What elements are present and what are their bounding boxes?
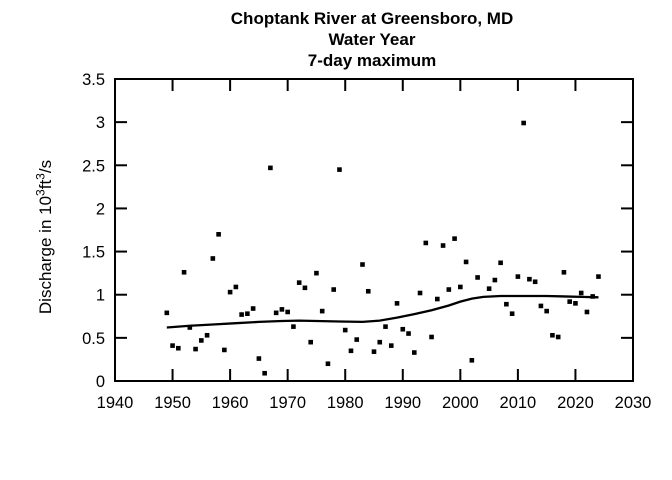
y-axis-label-mid: ft xyxy=(36,179,55,190)
data-point xyxy=(539,304,544,309)
y-tick-label: 2 xyxy=(95,200,105,219)
data-point xyxy=(562,270,567,275)
chart-title-line-2: Water Year xyxy=(328,30,416,49)
x-tick-label: 2020 xyxy=(557,394,594,412)
data-point xyxy=(257,356,262,361)
data-point xyxy=(222,348,227,353)
chart-title-line-3: 7-day maximum xyxy=(307,51,437,70)
data-point xyxy=(533,279,538,284)
data-point xyxy=(308,340,313,345)
y-tick-label: 0 xyxy=(95,373,105,391)
y-axis-label-suffix: /s xyxy=(36,159,55,174)
data-point xyxy=(527,277,532,282)
data-point xyxy=(320,309,325,314)
data-point xyxy=(326,361,331,366)
data-point xyxy=(274,311,279,316)
x-tick-label: 2030 xyxy=(614,394,652,412)
y-tick-label: 2.5 xyxy=(82,157,105,176)
trend-line xyxy=(167,296,599,327)
data-point xyxy=(493,278,498,283)
data-point xyxy=(487,286,492,291)
data-point xyxy=(510,311,515,316)
data-point xyxy=(395,301,400,306)
data-point xyxy=(418,291,423,296)
x-tick-label: 1980 xyxy=(326,394,364,412)
data-point xyxy=(303,286,308,291)
data-point xyxy=(297,280,302,285)
data-point xyxy=(429,335,434,340)
data-point xyxy=(596,274,601,279)
data-point xyxy=(314,271,319,276)
x-tick-label: 1990 xyxy=(384,394,422,412)
data-point xyxy=(372,349,377,354)
data-point xyxy=(239,312,244,317)
data-point xyxy=(337,167,342,172)
x-tick-label: 2000 xyxy=(441,394,479,412)
data-point xyxy=(165,311,170,316)
data-point xyxy=(245,311,250,316)
data-point xyxy=(406,331,411,336)
data-point xyxy=(452,236,457,241)
data-point xyxy=(331,287,336,292)
y-axis-label-superscript-1: 3 xyxy=(33,189,48,196)
data-point xyxy=(182,270,187,275)
data-point xyxy=(234,285,239,290)
data-point xyxy=(285,310,290,315)
data-point xyxy=(343,328,348,333)
data-point xyxy=(516,274,521,279)
data-point xyxy=(205,333,210,338)
data-point xyxy=(544,309,549,314)
data-point xyxy=(377,340,382,345)
x-tick-label: 1940 xyxy=(96,394,134,412)
data-point xyxy=(475,275,480,280)
data-point xyxy=(360,262,365,267)
data-point xyxy=(470,358,475,363)
data-point xyxy=(291,324,296,329)
y-axis-label-prefix: Discharge in 10 xyxy=(36,195,55,315)
y-tick-label: 0.5 xyxy=(82,329,105,348)
x-tick-label: 2010 xyxy=(499,394,537,412)
plot-frame xyxy=(115,79,633,381)
data-point xyxy=(590,294,595,299)
data-point xyxy=(349,349,354,354)
data-point xyxy=(262,371,267,376)
x-tick-label: 1950 xyxy=(154,394,191,412)
data-point xyxy=(435,297,440,302)
data-point xyxy=(573,301,578,306)
data-point xyxy=(424,241,429,246)
data-point xyxy=(556,335,561,340)
data-point xyxy=(464,260,469,265)
data-point xyxy=(228,290,233,295)
data-point xyxy=(211,256,216,261)
data-point xyxy=(366,289,371,294)
data-point xyxy=(280,307,285,312)
data-point xyxy=(412,350,417,355)
chart-title-line-1: Choptank River at Greensboro, MD xyxy=(230,9,514,28)
y-axis-label-superscript-2: 3 xyxy=(33,173,48,180)
data-point xyxy=(193,347,198,352)
data-point xyxy=(579,291,584,296)
data-point xyxy=(521,121,526,126)
data-point xyxy=(400,327,405,332)
data-point xyxy=(447,287,452,292)
data-point xyxy=(354,337,359,342)
data-point xyxy=(389,343,394,348)
y-tick-label: 1 xyxy=(95,286,105,305)
data-point xyxy=(441,243,446,248)
data-point xyxy=(567,299,572,304)
x-tick-label: 1960 xyxy=(211,394,249,412)
data-point xyxy=(216,232,221,237)
data-point xyxy=(498,260,503,265)
y-tick-label: 1.5 xyxy=(82,243,105,262)
data-point xyxy=(504,302,509,307)
x-tick-label: 1970 xyxy=(269,394,307,412)
data-point xyxy=(188,325,193,330)
data-point xyxy=(268,166,273,171)
y-tick-label: 3.5 xyxy=(82,71,105,89)
data-point xyxy=(550,333,555,338)
data-point xyxy=(170,343,175,348)
data-point xyxy=(458,285,463,290)
data-point xyxy=(199,338,204,343)
y-tick-label: 3 xyxy=(95,114,105,133)
data-point xyxy=(251,306,256,311)
data-point xyxy=(585,310,590,315)
data-point xyxy=(383,324,388,329)
data-point xyxy=(176,346,181,351)
